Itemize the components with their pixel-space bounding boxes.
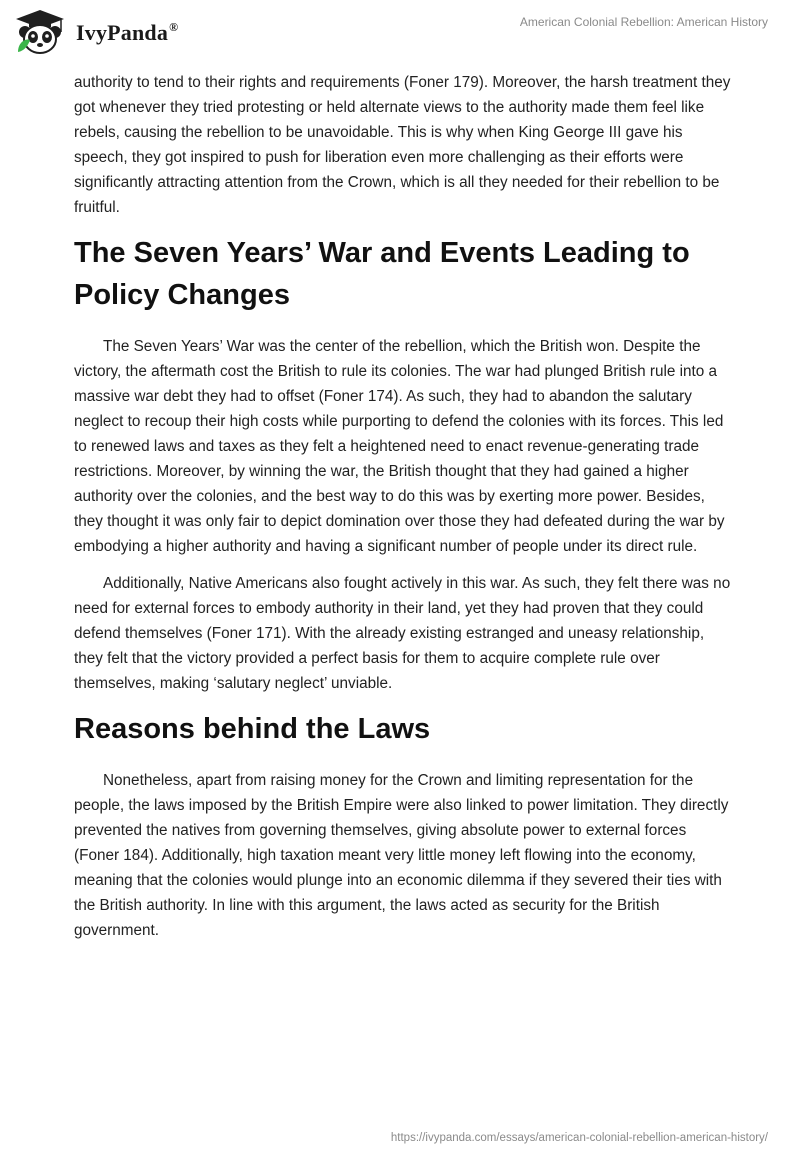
section-heading-seven-years-war: The Seven Years’ War and Events Leading to Policy Changes <box>74 237 690 311</box>
source-url[interactable]: https://ivypanda.com/essays/american-colonial-rebellion-american-history/ <box>390 1132 768 1144</box>
paragraph-native-americans: Additionally, Native Americans also fought actively in this war. As such, they felt there was no need for external forces to embody authority in their land, yet they had proven that they could defend themselves (Foner 171). With the already existing estranged and uneasy relationship, they felt that the victory provided a perfect basis for them to acquire complete rule over themselves, making ‘salutary neglect’ unviable. <box>74 575 731 692</box>
section-heading-reasons-behind-laws: Reasons behind the Laws <box>74 713 431 745</box>
brand-name[interactable] <box>76 20 178 46</box>
registered-mark: ® <box>169 20 179 34</box>
paragraph-seven-years-war: The Seven Years’ War was the center of the rebellion, which the British won. Despite the victory, the aftermath cost the British to rule its colonies. The war had plunged British rule into a massive war debt they had to offset (Foner 174). As such, they had to abandon the salutary neglect to recoup their high costs while purporting to defend the colonies with its forces. This led to renewed laws and taxes as they felt a heightened need to enact revenue-generating trade restrictions. Moreover, by winning the war, the British thought that they had gained a higher authority over the colonies, and the best way to do this was by exerting more power. Besides, they thought it was only fair to depict domination over those they had defeated during the war by embodying a higher authority and having a significant number of people under its direct rule. <box>74 338 725 555</box>
paragraph-continuation: authority to tend to their rights and requirements (Foner 179). Moreover, the harsh treatment they got whenever they tried protesting or held alternate views to the authority made them feel like rebels, causing the rebellion to be unavoidable. This is why when King George III gave his speech, they got inspired to push for liberation even more challenging as their efforts were significantly attracting attention from the Crown, which is all they needed for their rebellion to be fruitful. <box>74 74 731 216</box>
panda-logo-icon[interactable] <box>14 8 66 56</box>
brand-name-text: IvyPanda <box>76 20 169 45</box>
document-title: American Colonial Rebellion: American History <box>519 15 768 29</box>
page-header <box>0 0 800 64</box>
essay-content <box>74 70 734 955</box>
paragraph-reasons-behind-laws: Nonetheless, apart from raising money for the Crown and limiting representation for the people, the laws imposed by the British Empire were also linked to power limitation. They directly prevented the natives from governing themselves, giving absolute power to external forces (Foner 184). Additionally, high taxation meant very little money left flowing into the economy, meaning that the colonies would plunge into an economic dilemma if they severed their ties with the British authority. In line with this argument, the laws acted as security for the British government. <box>74 772 729 939</box>
